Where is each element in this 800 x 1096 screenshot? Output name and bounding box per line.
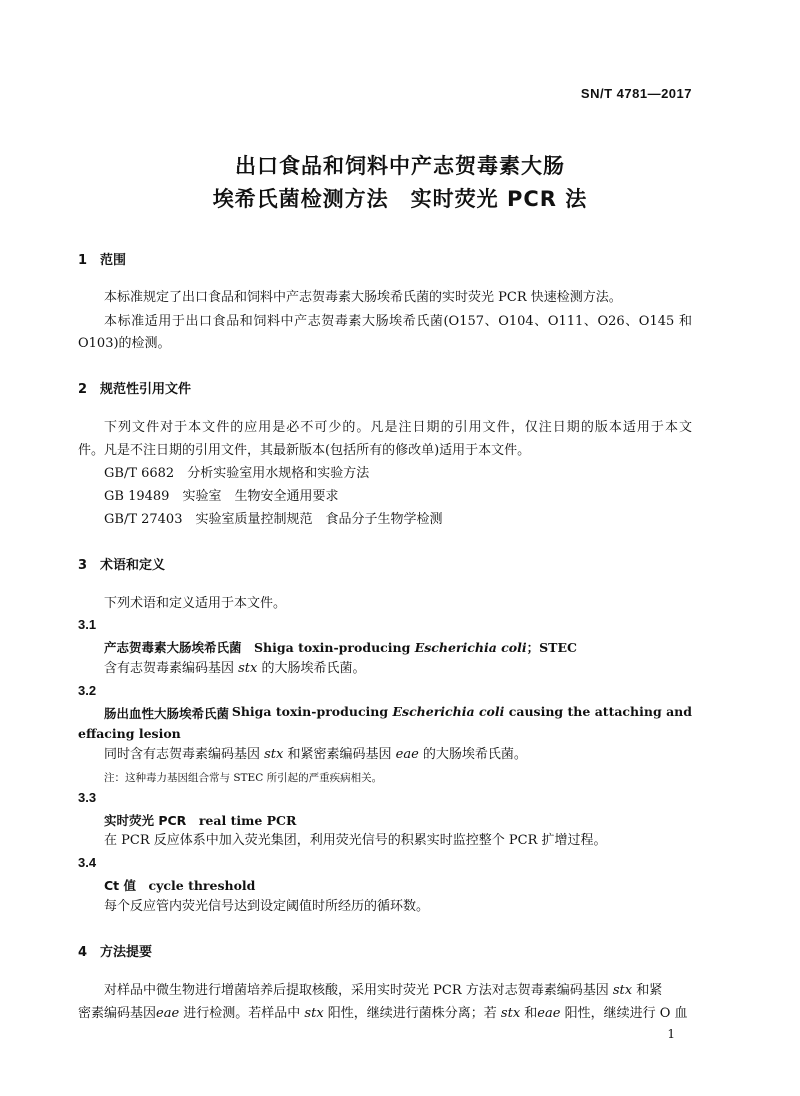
gene-name: stx	[500, 1006, 521, 1021]
section-heading-method-summary	[78, 941, 152, 960]
term-entry	[104, 704, 692, 722]
term-note: 注：这种毒力基因组合常与 STEC 所引起的严重疾病相关。	[104, 772, 383, 784]
term-definition: 同时含有志贺毒素编码基因 stx 和紧密素编码基因 eae 的大肠埃希氏菌。	[104, 747, 527, 762]
reference-item	[104, 487, 338, 507]
document-title-line-2: 埃希氏菌检测方法 实时荧光 PCR 法	[212, 187, 588, 211]
term-chinese: 实时荧光 PCR	[104, 813, 187, 828]
term-number: 3.4	[78, 855, 97, 870]
term-definition: 每个反应管内荧光信号达到设定阈值时所经历的循环数。	[104, 899, 430, 914]
reference-item	[104, 510, 443, 530]
term-definition: 含有志贺毒素编码基因 stx 的大肠埃希氏菌。	[104, 661, 366, 676]
term-entry	[104, 876, 255, 894]
reference-item	[104, 464, 369, 484]
reference-title: 分析实验室用水规格和实验方法	[187, 466, 370, 481]
term-chinese: Ct 值	[104, 878, 137, 893]
section-heading-scope	[78, 249, 126, 268]
term-chinese: 肠出血性大肠埃希氏菌	[104, 706, 230, 721]
paragraph: 下列文件对于本文件的应用是必不可少的。凡是注日期的引用文件，仅注日期的版本适用于本文	[104, 420, 692, 435]
section-number: 1	[78, 253, 88, 268]
gene-name: stx	[304, 1006, 324, 1021]
section-heading-terms-definitions	[78, 554, 165, 573]
term-definition: 在 PCR 反应体系中加入荧光集团，利用荧光信号的积累实时监控整个 PCR 扩增过程。	[104, 833, 607, 848]
section-number: 3	[78, 558, 88, 573]
term-english: cycle threshold	[148, 878, 256, 893]
paragraph: 密素编码基因eae 进行检测。若样品中 stx 阳性，继续进行菌株分离；若 stx 和eae 阳性，继续进行 O 血	[78, 1006, 688, 1021]
term-english: Shiga toxin-producing Escherichia coli；STEC	[254, 640, 577, 655]
section-title: 方法提要	[100, 945, 153, 960]
reference-title: 实验室 生物安全通用要求	[182, 489, 339, 504]
term-number: 3.3	[78, 790, 97, 805]
section-title: 术语和定义	[100, 558, 166, 573]
term-english-continued: effacing lesion	[78, 726, 181, 741]
term-number: 3.1	[78, 617, 97, 632]
paragraph: 本标准适用于出口食品和饲料中产志贺毒素大肠埃希氏菌(O157、O104、O111、O26、O145 和	[104, 314, 692, 329]
term-number: 3.2	[78, 683, 97, 698]
gene-name: eae	[537, 1006, 561, 1021]
term-english: Shiga toxin-producing Escherichia coli causing the attaching and	[231, 704, 692, 719]
reference-code: GB 19489	[104, 489, 170, 504]
page-number: 1	[667, 1027, 675, 1041]
section-number: 2	[78, 382, 88, 397]
document-title-line-1: 出口食品和饲料中产志贺毒素大肠	[235, 154, 565, 178]
gene-name: eae	[156, 1006, 180, 1021]
term-entry	[104, 811, 296, 829]
paragraph: 件。凡是不注日期的引用文件，其最新版本(包括所有的修改单)适用于本文件。	[78, 443, 531, 458]
gene-name: stx	[612, 983, 633, 998]
term-english: real time PCR	[198, 813, 297, 828]
paragraph: 本标准规定了出口食品和饲料中产志贺毒素大肠埃希氏菌的实时荧光 PCR 快速检测方法。	[104, 290, 622, 305]
reference-code: GB/T 27403	[104, 512, 183, 527]
section-title: 规范性引用文件	[100, 382, 192, 397]
standard-code: SN/T 4781—2017	[580, 86, 692, 101]
reference-title: 实验室质量控制规范 食品分子生物学检测	[195, 512, 443, 527]
reference-code: GB/T 6682	[104, 466, 175, 481]
gene-name: stx	[238, 661, 258, 676]
paragraph: 下列术语和定义适用于本文件。	[104, 596, 287, 611]
section-title: 范围	[100, 253, 127, 268]
paragraph: O103)的检测。	[78, 336, 171, 351]
term-entry	[104, 638, 577, 656]
term-chinese: 产志贺毒素大肠埃希氏菌	[104, 640, 242, 655]
gene-name: stx	[264, 747, 284, 762]
paragraph: 对样品中微生物进行增菌培养后提取核酸，采用实时荧光 PCR 方法对志贺毒素编码基因 stx 和紧	[104, 983, 663, 998]
section-heading-normative-references	[78, 378, 191, 397]
gene-name: eae	[395, 747, 419, 762]
section-number: 4	[78, 945, 88, 960]
